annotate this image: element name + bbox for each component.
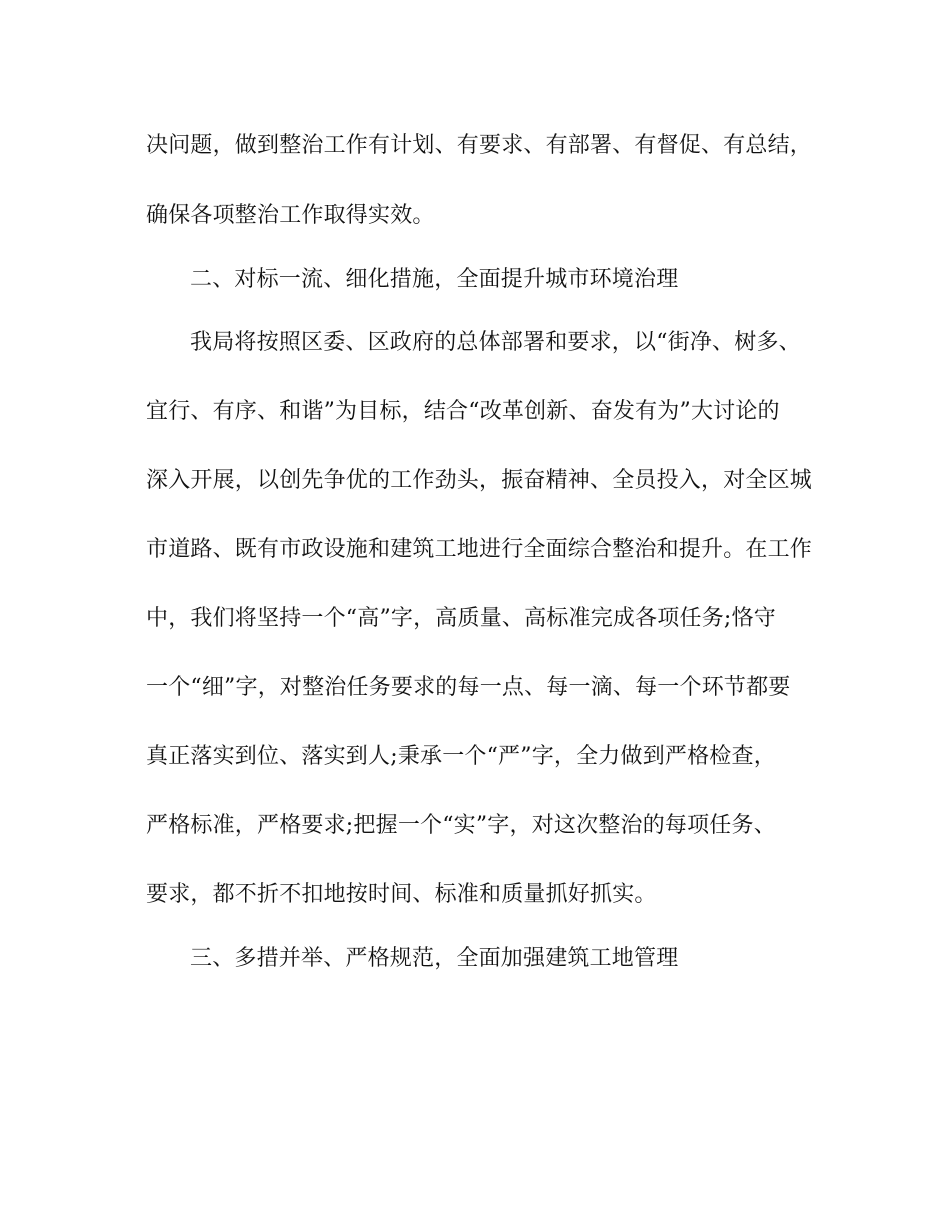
- section-heading: 三、多措并举、严格规范，全面加强建筑工地管理: [190, 946, 679, 971]
- text-line: 中，我们将坚持一个“高”字，高质量、高标准完成各项任务;恪守: [146, 606, 776, 631]
- text-line: 一个“细”字，对整治任务要求的每一点、每一滴、每一个环节都要: [146, 675, 791, 700]
- text-line: 决问题，做到整治工作有计划、有要求、有部署、有督促、有总结，: [146, 133, 813, 158]
- text-line: 要求，都不折不扣地按时间、标准和质量抓好抓实。: [146, 882, 657, 907]
- text-line: 确保各项整治工作取得实效。: [146, 203, 435, 228]
- text-line: 深入开展，以创先争优的工作劲头，振奋精神、全员投入，对全区城: [146, 468, 813, 493]
- text-line: 我局将按照区委、区政府的总体部署和要求，以“街净、树多、: [190, 330, 801, 355]
- text-line: 真正落实到位、落实到人;秉承一个“严”字，全力做到严格检查，: [146, 744, 776, 769]
- section-heading: 二、对标一流、细化措施，全面提升城市环境治理: [190, 267, 679, 292]
- text-line: 严格标准，严格要求;把握一个“实”字，对这次整治的每项任务、: [146, 813, 776, 838]
- text-line: 市道路、既有市政设施和建筑工地进行全面综合整治和提升。在工作: [146, 537, 813, 562]
- text-line: 宜行、有序、和谐”为目标，结合“改革创新、奋发有为”大讨论的: [146, 399, 780, 424]
